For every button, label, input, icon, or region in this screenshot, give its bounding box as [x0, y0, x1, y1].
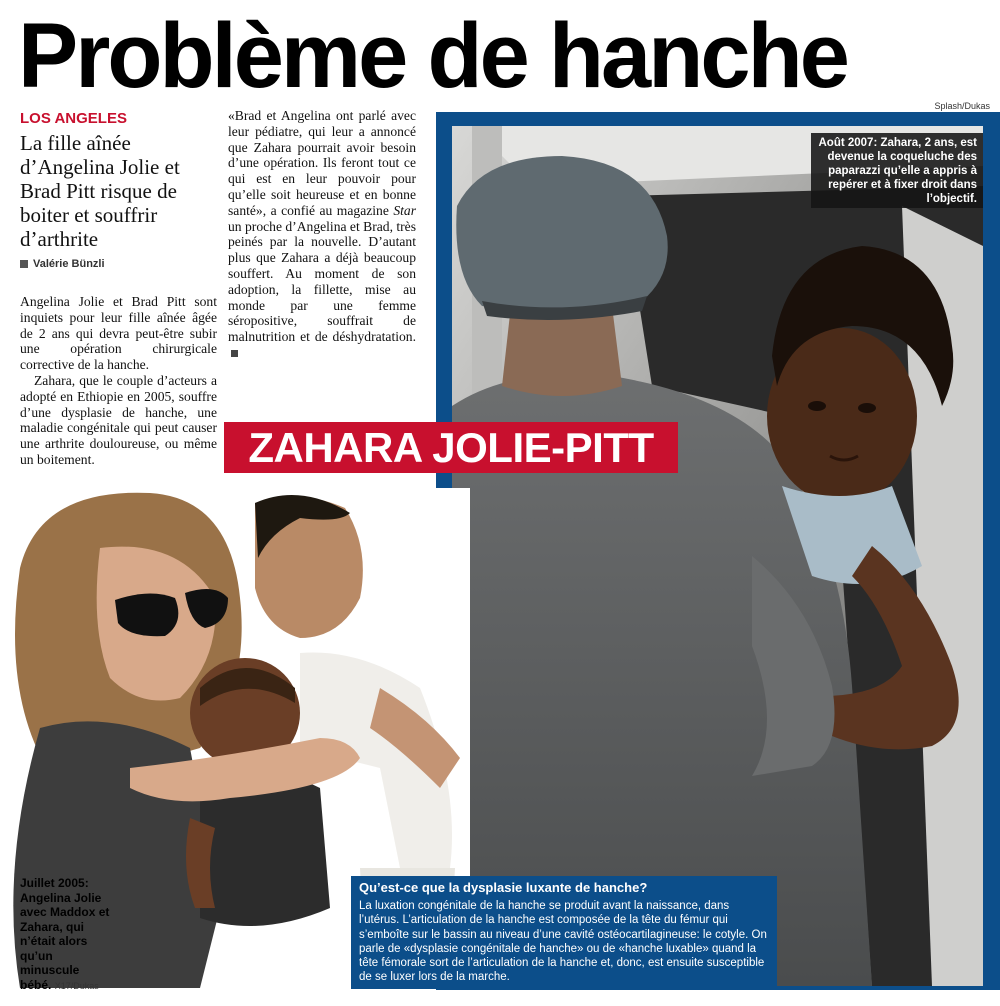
byline-author: Valérie Bünzli — [33, 258, 105, 270]
name-banner: ZAHARA JOLIE-PITT — [224, 422, 678, 473]
kicker-location: LOS ANGELES — [20, 110, 127, 127]
article-deck: La fille aînée d’Angelina Jolie et Brad Pitt risque de boiter et souffrir d’arthrite — [20, 131, 180, 251]
photo-caption-left-text: Juillet 2005: Angelina Jolie avec Maddox et Zahara, qui n’était alors qu’un minuscule bébé. — [20, 876, 110, 992]
byline-square-icon — [20, 260, 28, 268]
end-mark-icon — [231, 350, 238, 357]
article-column-2 — [228, 108, 416, 361]
info-box-title: Qu’est-ce que la dysplasie luxante de hanche? — [359, 880, 648, 895]
photo-brad-zahara — [452, 126, 983, 986]
article-column-1 — [20, 294, 217, 468]
photo-credit-left: X17/Dukas — [54, 980, 99, 991]
photo-brad-zahara-illustration — [452, 126, 983, 986]
info-box — [351, 876, 777, 989]
body-paragraph-1: Angelina Jolie et Brad Pitt sont inquiets pour leur fille aînée âgée de 2 ans qui devra peut-être subir une opération chirurgicale corrective de la hanche. — [20, 294, 217, 373]
info-box-text: La luxation congénitale de la hanche se produit avant la naissance, dans l’utérus. L’articulation de la hanche est composée de la tête du fémur qui s’emboîte sur le bassin au niveau d’une cavité ostéocartilagineuse: le cotyle. On parle de «dysplasie congénitale de hanche» ou de «hanche luxable» quand la tête fémorale sort de l’articulation de la hanche et, donc, est ensuite susceptible de se luxer lors de la marche. — [359, 900, 767, 984]
magazine-name: Star — [393, 202, 416, 218]
quote-text-continued: un proche d’Angelina et Brad, très peinés par la nouvelle. D’autant plus que Zahara a déjà beaucoup souffert. Au moment de son adoption, la fillette, mise au monde par une femme séropositive, souffrait de malnutrition et de déshydratation. — [228, 218, 416, 345]
body-paragraph-3 — [228, 108, 416, 361]
photo-caption-right: Août 2007: Zahara, 2 ans, est devenue la coqueluche des paparazzi qu’elle a appris à repérer et à fixer droit dans l’objectif. — [811, 133, 983, 208]
headline: Problème de hanche — [18, 5, 847, 107]
byline — [20, 258, 105, 270]
photo-caption-left — [20, 876, 110, 993]
photo-credit-right: Splash/Dukas — [934, 101, 990, 111]
quote-text: «Brad et Angelina ont parlé avec leur pédiatre, qui leur a annoncé que Zahara pourrait avoir besoin d’une opération. Ils feront tout ce qui est en leur pouvoir pour qu’elle soit heureuse et en bonne santé», a confié au magazine — [228, 108, 416, 218]
body-paragraph-2: Zahara, que le couple d’acteurs a adopté en Ethiopie en 2005, souffre d’une dysplasie de hanche, une maladie congénitale qui peut causer une arthrite douloureuse, ou même un boitement. — [20, 372, 217, 467]
photo-right-frame — [436, 112, 1000, 990]
